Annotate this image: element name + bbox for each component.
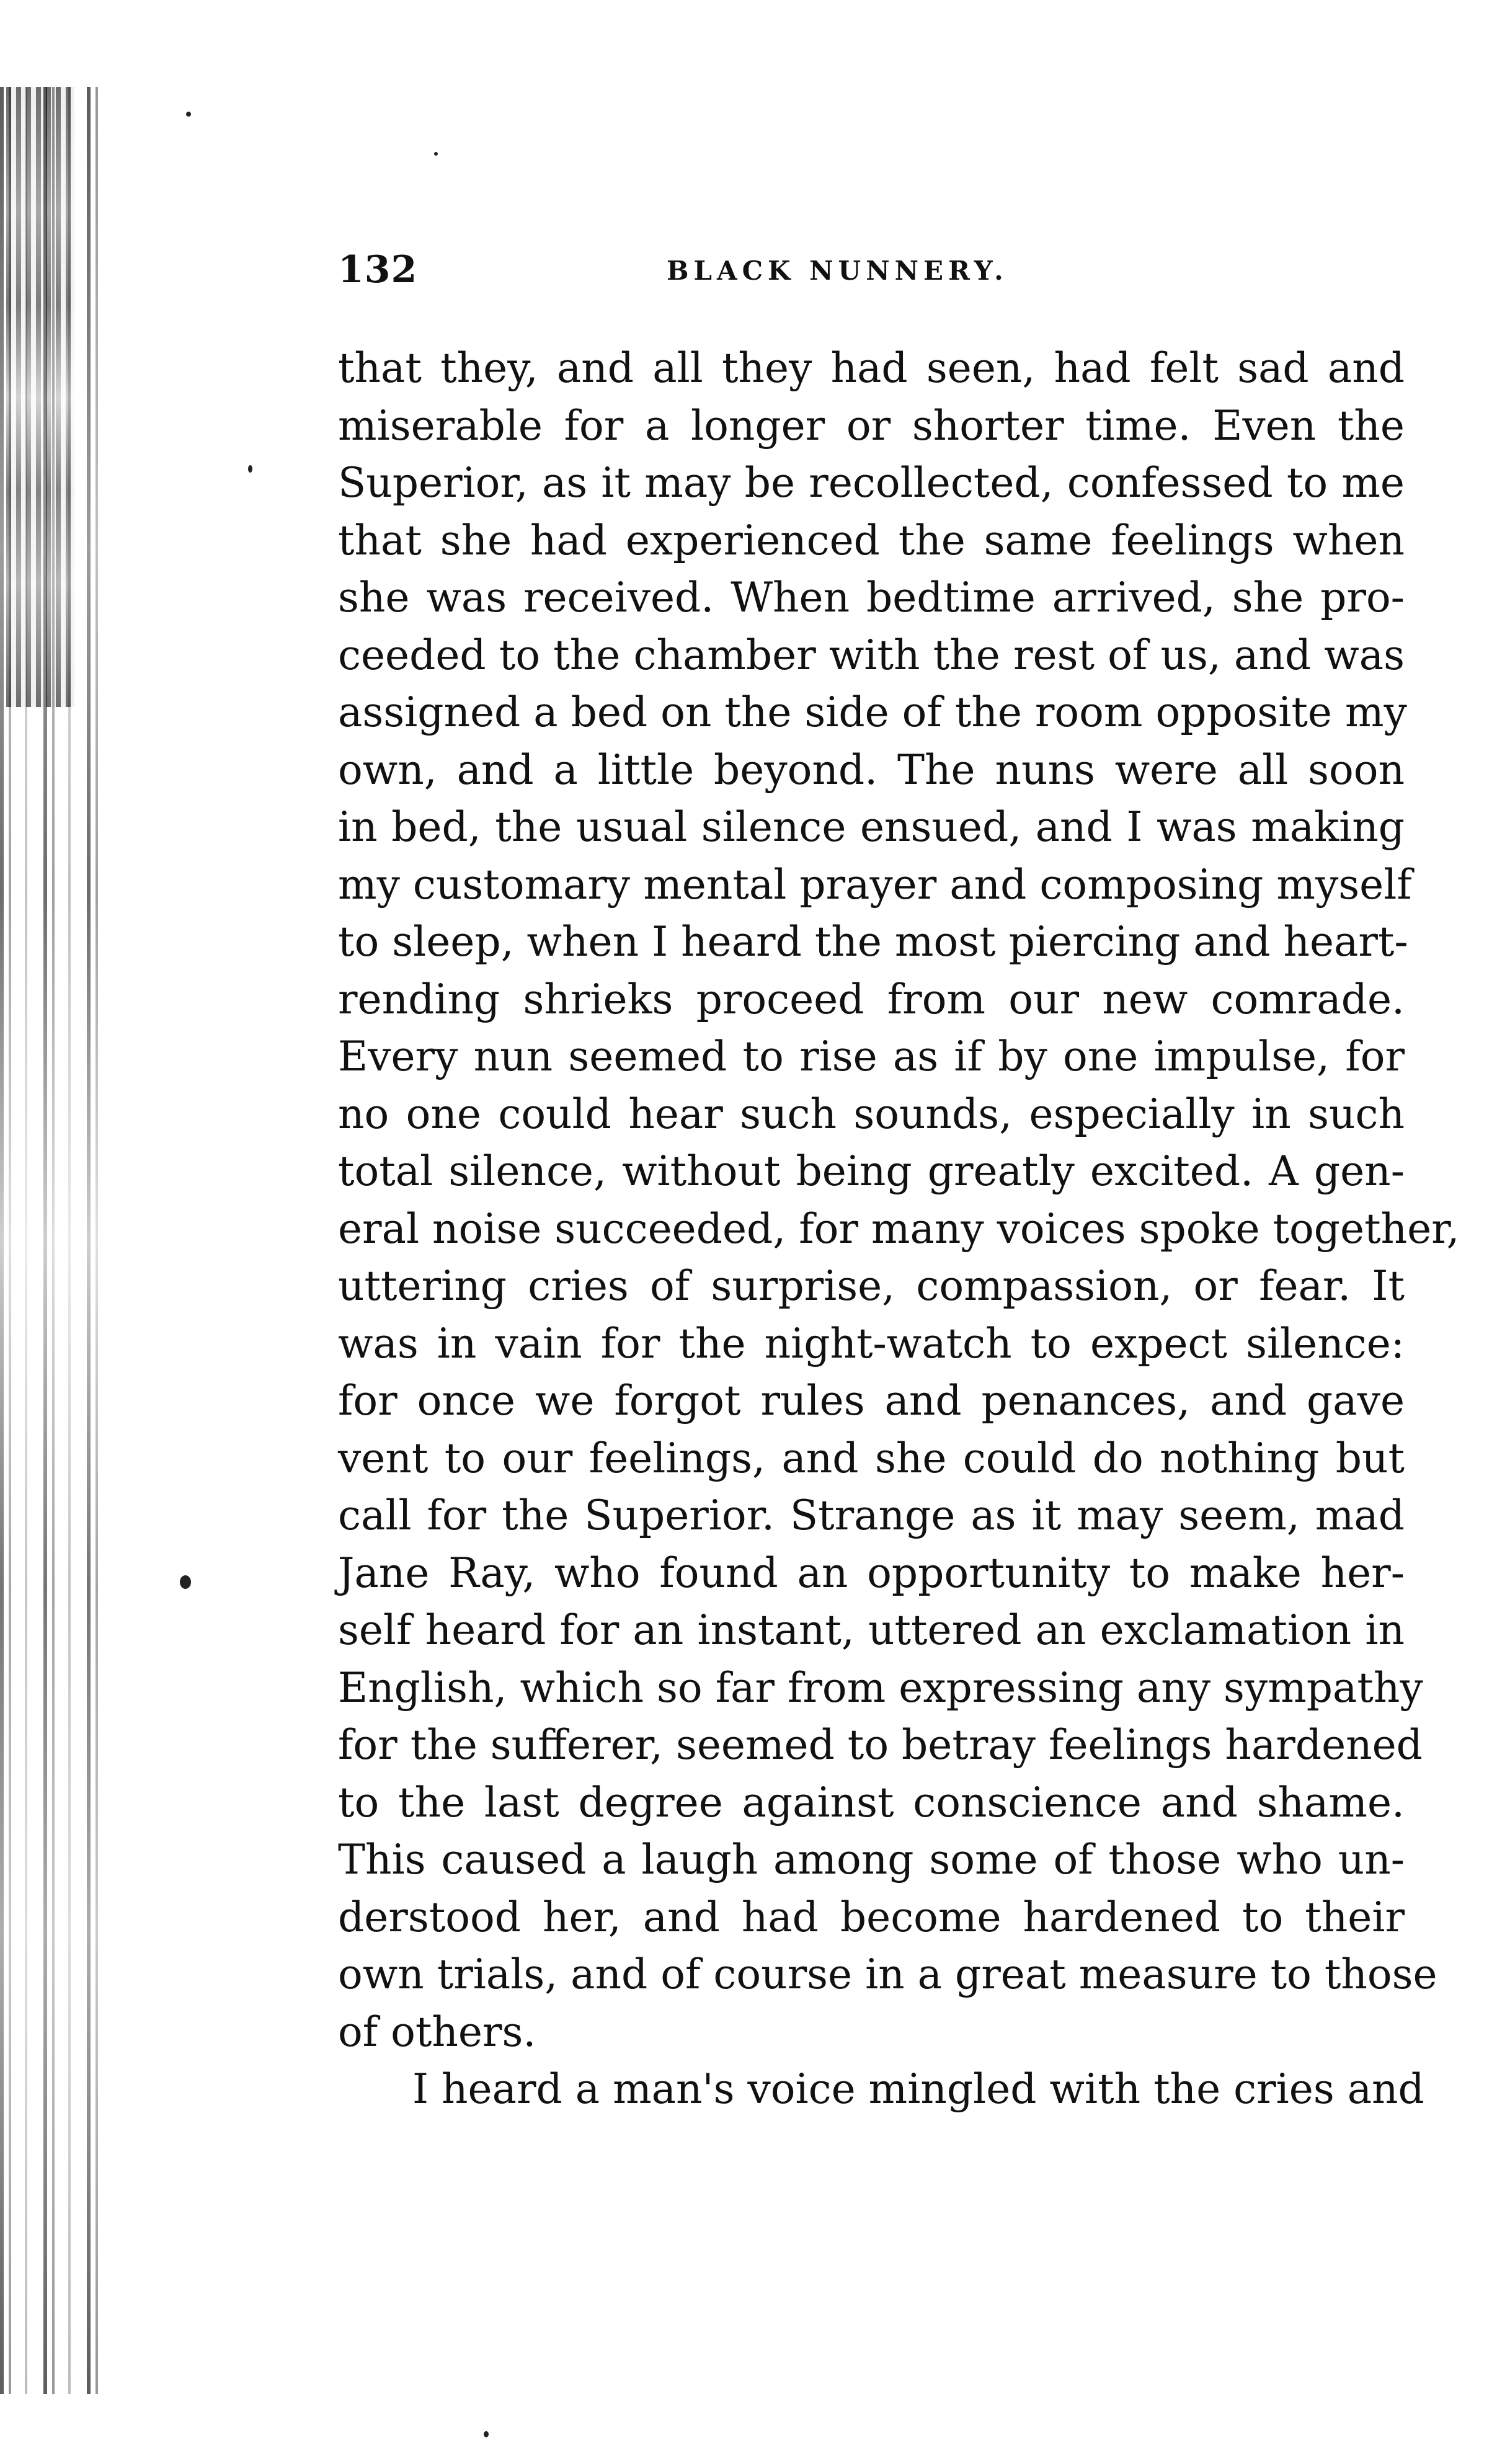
text-line: to sleep, when I heard the most piercing and heart- bbox=[338, 918, 1408, 966]
text-line: Jane Ray, who found an opportunity to make her- bbox=[338, 1549, 1405, 1597]
text-line: was in vain for the night-watch to expect silence: bbox=[338, 1319, 1405, 1368]
text-line: she was received. When bedtime arrived, she pro- bbox=[338, 574, 1405, 621]
scan-speck bbox=[248, 465, 252, 473]
text-line: I heard a man's voice mingled with the cries and bbox=[412, 2065, 1424, 2113]
text-line: vent to our feelings, and she could do nothing but bbox=[338, 1434, 1405, 1482]
scan-speck bbox=[186, 112, 191, 117]
text-line: for the sufferer, seemed to betray feelings hardened bbox=[338, 1721, 1423, 1769]
scan-speck bbox=[434, 152, 438, 156]
text-line: Superior, as it may be recollected, confessed to me bbox=[338, 459, 1405, 507]
text-line: that they, and all they had seen, had felt sad and bbox=[338, 344, 1405, 392]
text-line: of others. bbox=[338, 2008, 536, 2056]
text-line: my customary mental prayer and composing myself bbox=[338, 860, 1412, 909]
text-line: miserable for a longer or shorter time. Even the bbox=[338, 401, 1405, 450]
page-number: 132 bbox=[338, 248, 418, 291]
text-line: ceeded to the chamber with the rest of us, and was bbox=[338, 631, 1405, 679]
text-line: Every nun seemed to rise as if by one impulse, for bbox=[338, 1033, 1405, 1080]
text-line: rending shrieks proceed from our new comrade. bbox=[338, 975, 1405, 1023]
text-line: in bed, the usual silence ensued, and I was making bbox=[338, 803, 1405, 851]
text-line: that she had experienced the same feelings when bbox=[338, 516, 1405, 564]
body-text bbox=[338, 340, 1460, 2119]
text-line: assigned a bed on the side of the room opposite my bbox=[338, 688, 1407, 736]
text-line: for once we forgot rules and penances, and gave bbox=[338, 1377, 1405, 1425]
text-line: call for the Superior. Strange as it may seem, mad bbox=[338, 1492, 1405, 1539]
text-line: own trials, and of course in a great measure to those bbox=[338, 1950, 1437, 1998]
text-line: English, which so far from expressing any sympathy bbox=[338, 1663, 1423, 1712]
scan-speck bbox=[180, 1575, 191, 1589]
text-line: This caused a laugh among some of those who un- bbox=[338, 1836, 1405, 1884]
text-line: to the last degree against conscience and shame. bbox=[338, 1778, 1405, 1826]
page-header bbox=[338, 248, 1392, 304]
scan-speck bbox=[484, 2431, 489, 2437]
running-head: BLACK NUNNERY. bbox=[667, 256, 1008, 286]
text-line: derstood her, and had become hardened to their bbox=[338, 1893, 1405, 1941]
text-line: no one could hear such sounds, especially in such bbox=[338, 1090, 1405, 1138]
text-line: uttering cries of surprise, compassion, or fear. It bbox=[338, 1262, 1405, 1310]
text-line: self heard for an instant, uttered an exclamation in bbox=[338, 1606, 1405, 1654]
text-line: own, and a little beyond. The nuns were all soon bbox=[338, 745, 1405, 794]
text-line: eral noise succeeded, for many voices spoke together, bbox=[338, 1204, 1460, 1253]
text-line: total silence, without being greatly excited. A gen- bbox=[338, 1147, 1405, 1195]
scanned-binding-edge-dark bbox=[6, 87, 74, 707]
